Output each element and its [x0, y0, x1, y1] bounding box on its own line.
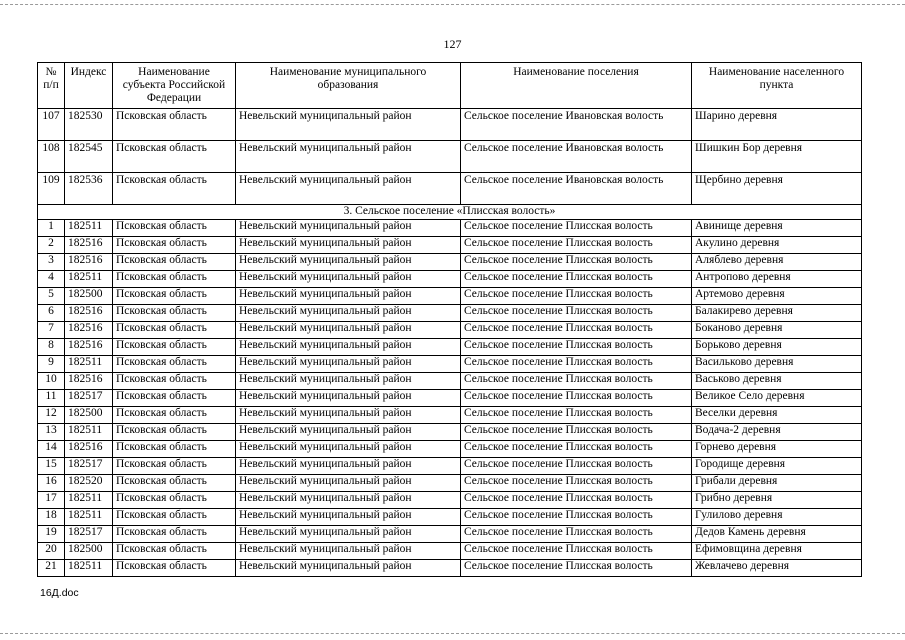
cell-municipality: Невельский муниципальный район — [236, 475, 461, 492]
cell-num: 8 — [38, 339, 65, 356]
cell-index: 182516 — [65, 441, 113, 458]
table-row — [38, 492, 862, 509]
header-municipality: Наименование муниципального образования — [236, 63, 461, 109]
cell-locality: Водача-2 деревня — [692, 424, 862, 441]
table-row — [38, 543, 862, 560]
table-row — [38, 305, 862, 322]
cell-subject: Псковская область — [113, 288, 236, 305]
cell-locality: Акулино деревня — [692, 237, 862, 254]
cell-settlement: Сельское поселение Плисская волость — [461, 492, 692, 509]
cell-settlement: Сельское поселение Плисская волость — [461, 390, 692, 407]
cell-subject: Псковская область — [113, 237, 236, 254]
cell-num: 17 — [38, 492, 65, 509]
cell-locality: Грибали деревня — [692, 475, 862, 492]
cell-settlement: Сельское поселение Плисская волость — [461, 254, 692, 271]
cell-subject: Псковская область — [113, 109, 236, 141]
header-subject: Наименование субъекта Российской Федерации — [113, 63, 236, 109]
section-title: 3. Сельское поселение «Плисская волость» — [38, 205, 862, 220]
cell-subject: Псковская область — [113, 356, 236, 373]
cell-municipality: Невельский муниципальный район — [236, 237, 461, 254]
cell-municipality: Невельский муниципальный район — [236, 543, 461, 560]
table-row — [38, 526, 862, 543]
cell-index: 182511 — [65, 424, 113, 441]
cell-index: 182511 — [65, 492, 113, 509]
cell-subject: Псковская область — [113, 173, 236, 205]
cell-settlement: Сельское поселение Плисская волость — [461, 475, 692, 492]
table-row — [38, 441, 862, 458]
cell-municipality: Невельский муниципальный район — [236, 173, 461, 205]
cell-settlement: Сельское поселение Плисская волость — [461, 407, 692, 424]
table-row — [38, 288, 862, 305]
cell-subject: Псковская область — [113, 339, 236, 356]
cell-settlement: Сельское поселение Плисская волость — [461, 322, 692, 339]
header-num: № п/п — [38, 63, 65, 109]
cell-locality: Веселки деревня — [692, 407, 862, 424]
cell-settlement: Сельское поселение Плисская волость — [461, 560, 692, 577]
cell-subject: Псковская область — [113, 475, 236, 492]
cell-num: 109 — [38, 173, 65, 205]
cell-municipality: Невельский муниципальный район — [236, 109, 461, 141]
cell-subject: Псковская область — [113, 560, 236, 577]
cell-locality: Васильково деревня — [692, 356, 862, 373]
localities-table — [37, 62, 862, 577]
cell-municipality: Невельский муниципальный район — [236, 373, 461, 390]
cell-municipality: Невельский муниципальный район — [236, 271, 461, 288]
table-row — [38, 173, 862, 205]
table-row — [38, 339, 862, 356]
table-row — [38, 373, 862, 390]
table-row — [38, 390, 862, 407]
cell-subject: Псковская область — [113, 373, 236, 390]
cell-subject: Псковская область — [113, 220, 236, 237]
cell-subject: Псковская область — [113, 526, 236, 543]
cell-municipality: Невельский муниципальный район — [236, 492, 461, 509]
cell-num: 20 — [38, 543, 65, 560]
cell-index: 182516 — [65, 254, 113, 271]
cell-index: 182500 — [65, 288, 113, 305]
cell-locality: Аляблево деревня — [692, 254, 862, 271]
cell-municipality: Невельский муниципальный район — [236, 526, 461, 543]
cell-locality: Горнево деревня — [692, 441, 862, 458]
cell-locality: Антропово деревня — [692, 271, 862, 288]
cell-index: 182517 — [65, 390, 113, 407]
table-row — [38, 271, 862, 288]
table-row — [38, 254, 862, 271]
cell-num: 10 — [38, 373, 65, 390]
cell-index: 182511 — [65, 356, 113, 373]
cell-locality: Ефимовщина деревня — [692, 543, 862, 560]
cell-num: 107 — [38, 109, 65, 141]
cell-index: 182530 — [65, 109, 113, 141]
cell-subject: Псковская область — [113, 271, 236, 288]
cell-index: 182516 — [65, 237, 113, 254]
cell-subject: Псковская область — [113, 441, 236, 458]
cell-settlement: Сельское поселение Плисская волость — [461, 373, 692, 390]
table-row — [38, 220, 862, 237]
cell-num: 4 — [38, 271, 65, 288]
cell-settlement: Сельское поселение Плисская волость — [461, 458, 692, 475]
cell-subject: Псковская область — [113, 390, 236, 407]
table-row — [38, 322, 862, 339]
cell-index: 182516 — [65, 305, 113, 322]
cell-subject: Псковская область — [113, 509, 236, 526]
cell-index: 182536 — [65, 173, 113, 205]
cell-subject: Псковская область — [113, 407, 236, 424]
cell-index: 182511 — [65, 509, 113, 526]
cell-num: 5 — [38, 288, 65, 305]
cell-index: 182517 — [65, 458, 113, 475]
cell-num: 18 — [38, 509, 65, 526]
cell-settlement: Сельское поселение Плисская волость — [461, 220, 692, 237]
cell-municipality: Невельский муниципальный район — [236, 356, 461, 373]
cell-locality: Артемово деревня — [692, 288, 862, 305]
cell-num: 1 — [38, 220, 65, 237]
cell-subject: Псковская область — [113, 254, 236, 271]
cell-municipality: Невельский муниципальный район — [236, 407, 461, 424]
section-row — [38, 205, 862, 220]
cell-settlement: Сельское поселение Плисская волость — [461, 305, 692, 322]
cell-settlement: Сельское поселение Ивановская волость — [461, 141, 692, 173]
cell-index: 182500 — [65, 543, 113, 560]
table-header-row — [38, 63, 862, 109]
table-row — [38, 237, 862, 254]
cell-num: 9 — [38, 356, 65, 373]
cell-num: 21 — [38, 560, 65, 577]
cell-settlement: Сельское поселение Ивановская волость — [461, 109, 692, 141]
cell-subject: Псковская область — [113, 458, 236, 475]
cell-locality: Шарино деревня — [692, 109, 862, 141]
section-header — [38, 205, 862, 220]
cell-municipality: Невельский муниципальный район — [236, 458, 461, 475]
cell-settlement: Сельское поселение Плисская волость — [461, 237, 692, 254]
table-body-previous-settlement — [38, 109, 862, 205]
cell-locality: Шишкин Бор деревня — [692, 141, 862, 173]
cell-locality: Балакирево деревня — [692, 305, 862, 322]
cell-settlement: Сельское поселение Плисская волость — [461, 288, 692, 305]
cell-municipality: Невельский муниципальный район — [236, 220, 461, 237]
cell-municipality: Невельский муниципальный район — [236, 339, 461, 356]
cell-municipality: Невельский муниципальный район — [236, 254, 461, 271]
cell-index: 182511 — [65, 560, 113, 577]
cell-index: 182520 — [65, 475, 113, 492]
table-row — [38, 475, 862, 492]
table-row — [38, 407, 862, 424]
cell-subject: Псковская область — [113, 543, 236, 560]
cell-index: 182511 — [65, 220, 113, 237]
cell-num: 6 — [38, 305, 65, 322]
table-row — [38, 141, 862, 173]
cell-locality: Грибно деревня — [692, 492, 862, 509]
cell-index: 182511 — [65, 271, 113, 288]
cell-locality: Городище деревня — [692, 458, 862, 475]
cell-subject: Псковская область — [113, 141, 236, 173]
header-locality: Наименование населенного пункта — [692, 63, 862, 109]
file-name-footer: 16Д.doc — [40, 587, 79, 599]
cell-locality: Боканово деревня — [692, 322, 862, 339]
cell-subject: Псковская область — [113, 322, 236, 339]
cell-settlement: Сельское поселение Плисская волость — [461, 271, 692, 288]
cell-locality: Авинище деревня — [692, 220, 862, 237]
cell-settlement: Сельское поселение Плисская волость — [461, 441, 692, 458]
table-row — [38, 356, 862, 373]
cell-index: 182516 — [65, 373, 113, 390]
cell-locality: Гулилово деревня — [692, 509, 862, 526]
cell-settlement: Сельское поселение Ивановская волость — [461, 173, 692, 205]
cell-num: 2 — [38, 237, 65, 254]
cell-num: 13 — [38, 424, 65, 441]
cell-num: 11 — [38, 390, 65, 407]
cell-municipality: Невельский муниципальный район — [236, 560, 461, 577]
cell-locality: Васьково деревня — [692, 373, 862, 390]
cell-index: 182516 — [65, 339, 113, 356]
cell-num: 19 — [38, 526, 65, 543]
cell-municipality: Невельский муниципальный район — [236, 424, 461, 441]
cell-num: 108 — [38, 141, 65, 173]
cell-num: 14 — [38, 441, 65, 458]
cell-index: 182500 — [65, 407, 113, 424]
cell-num: 7 — [38, 322, 65, 339]
cell-locality: Жевлачево деревня — [692, 560, 862, 577]
scan-edge-bottom — [0, 633, 905, 635]
table-body-plisskaya — [38, 220, 862, 577]
cell-municipality: Невельский муниципальный район — [236, 141, 461, 173]
cell-settlement: Сельское поселение Плисская волость — [461, 339, 692, 356]
cell-municipality: Невельский муниципальный район — [236, 509, 461, 526]
cell-municipality: Невельский муниципальный район — [236, 305, 461, 322]
cell-municipality: Невельский муниципальный район — [236, 322, 461, 339]
table-row — [38, 424, 862, 441]
cell-settlement: Сельское поселение Плисская волость — [461, 424, 692, 441]
page-number: 127 — [443, 37, 462, 51]
cell-locality: Великое Село деревня — [692, 390, 862, 407]
cell-subject: Псковская область — [113, 305, 236, 322]
cell-municipality: Невельский муниципальный район — [236, 390, 461, 407]
cell-municipality: Невельский муниципальный район — [236, 288, 461, 305]
table-row — [38, 560, 862, 577]
table-row — [38, 458, 862, 475]
cell-locality: Борьково деревня — [692, 339, 862, 356]
cell-locality: Щербино деревня — [692, 173, 862, 205]
header-settlement: Наименование поселения — [461, 63, 692, 109]
table-row — [38, 509, 862, 526]
cell-index: 182545 — [65, 141, 113, 173]
cell-num: 3 — [38, 254, 65, 271]
scan-edge-top — [0, 4, 905, 6]
cell-settlement: Сельское поселение Плисская волость — [461, 526, 692, 543]
cell-settlement: Сельское поселение Плисская волость — [461, 543, 692, 560]
cell-num: 15 — [38, 458, 65, 475]
cell-index: 182517 — [65, 526, 113, 543]
cell-settlement: Сельское поселение Плисская волость — [461, 356, 692, 373]
cell-num: 12 — [38, 407, 65, 424]
cell-subject: Псковская область — [113, 424, 236, 441]
cell-locality: Дедов Камень деревня — [692, 526, 862, 543]
header-index: Индекс — [65, 63, 113, 109]
cell-municipality: Невельский муниципальный район — [236, 441, 461, 458]
table-row — [38, 109, 862, 141]
cell-num: 16 — [38, 475, 65, 492]
cell-subject: Псковская область — [113, 492, 236, 509]
cell-settlement: Сельское поселение Плисская волость — [461, 509, 692, 526]
cell-index: 182516 — [65, 322, 113, 339]
